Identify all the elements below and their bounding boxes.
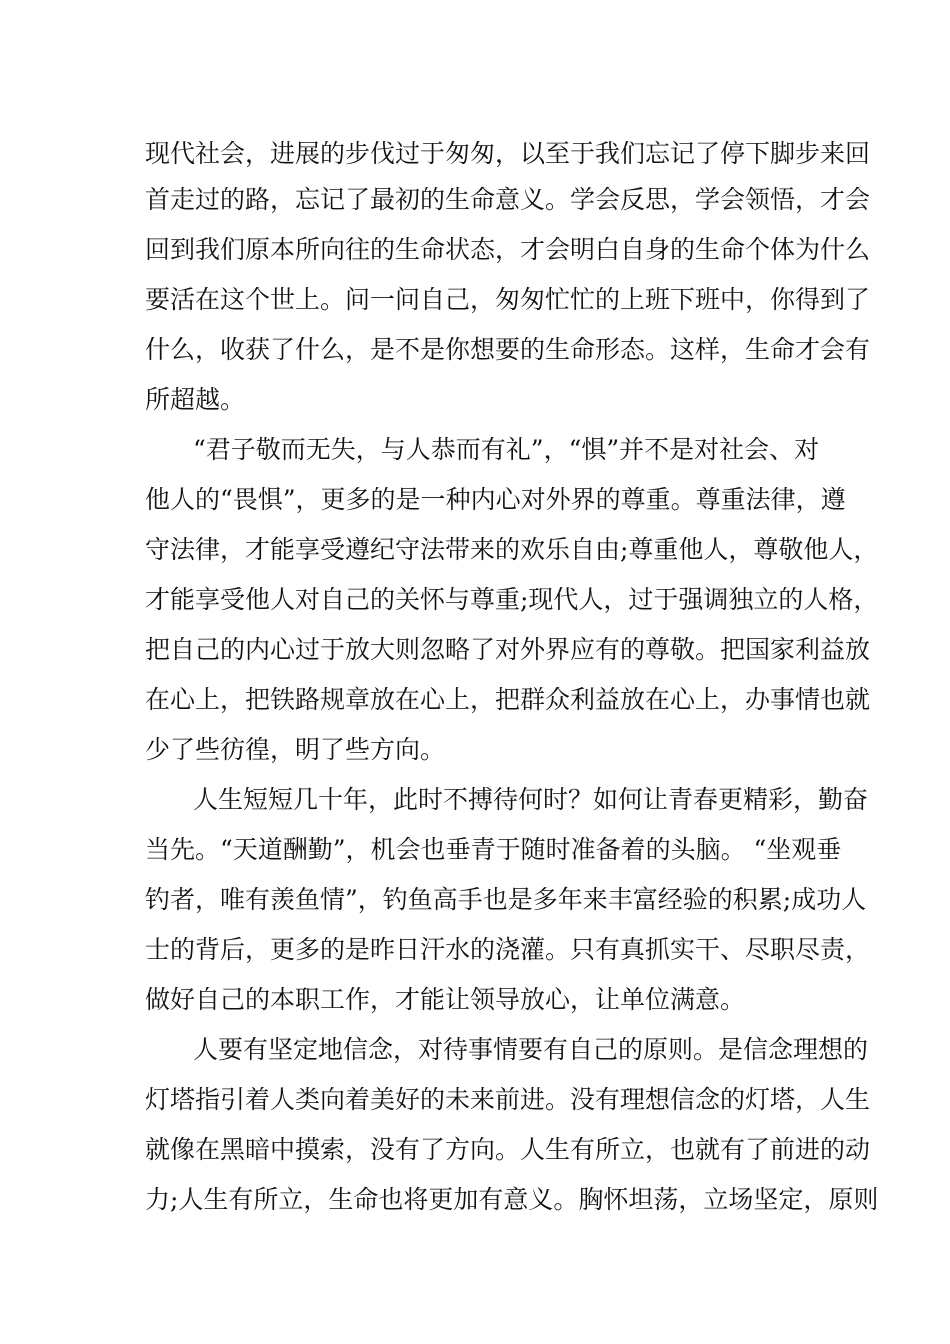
text-line: 做好自己的本职工作，才能让领导放心，让单位满意。: [145, 985, 746, 1014]
text-line: 把自己的内心过于放大则忽略了对外界应有的尊敬。把国家利益放: [145, 635, 871, 664]
text-line: 首走过的路，忘记了最初的生命意义。学会反思，学会领悟，才会: [145, 185, 871, 214]
text-line: 所超越。: [145, 385, 246, 414]
text-line: 灯塔指引着人类向着美好的未来前进。没有理想信念的灯塔，人生: [145, 1085, 871, 1114]
text-line: 他人的“畏惧”，更多的是一种内心对外界的尊重。尊重法律，遵: [145, 485, 846, 514]
text-line: 士的背后，更多的是昨日汗水的浇灌。只有真抓实干、尽职尽责，: [145, 935, 871, 964]
text-line: 就像在黑暗中摸索，没有了方向。人生有所立，也就有了前进的动: [145, 1135, 871, 1164]
paragraph-first-line: 人要有坚定地信念，对待事情要有自己的原则。是信念理想的: [193, 1035, 869, 1064]
text-line: 回到我们原本所向往的生命状态，才会明白自身的生命个体为什么: [145, 235, 871, 264]
text-line: 力;人生有所立，生命也将更加有意义。胸怀坦荡，立场坚定，原则: [145, 1185, 879, 1214]
text-line: 现代社会，进展的步伐过于匆匆，以至于我们忘记了停下脚步来回: [145, 139, 871, 168]
text-line: 钓者，唯有羡鱼情”，钓鱼高手也是多年来丰富经验的积累;成功人: [145, 885, 867, 914]
text-line: 在心上，把铁路规章放在心上，把群众利益放在心上，办事情也就: [145, 685, 871, 714]
paragraph-first-line: “君子敬而无失，与人恭而有礼”，“惧”并不是对社会、对: [193, 435, 820, 464]
paragraph-first-line: 人生短短几十年，此时不搏待何时？如何让青春更精彩，勤奋: [193, 785, 869, 814]
text-line: 才能享受他人对自己的关怀与尊重;现代人，过于强调独立的人格，: [145, 585, 879, 614]
text-line: 要活在这个世上。问一问自己，匆匆忙忙的上班下班中，你得到了: [145, 285, 871, 314]
text-line: 什么，收获了什么，是不是你想要的生命形态。这样，生命才会有: [145, 335, 871, 364]
text-line: 少了些彷徨，明了些方向。: [145, 735, 446, 764]
text-line: 当先。“天道酬勤”，机会也垂青于随时准备着的头脑。 “坐观垂: [145, 835, 842, 864]
text-line: 守法律，才能享受遵纪守法带来的欢乐自由;尊重他人，尊敬他人，: [145, 535, 879, 564]
